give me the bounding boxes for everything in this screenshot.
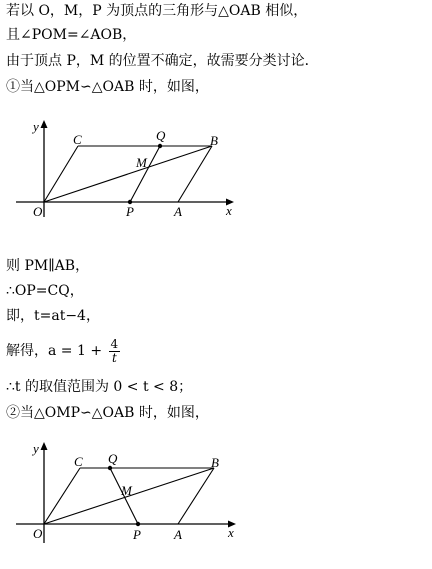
label-y: y [33,441,39,456]
fraction-4-over-t [109,338,121,365]
text-line-2: 且∠POM=∠AOB， [6,27,137,43]
label-c: C [73,132,82,147]
point-p [136,522,140,526]
label-b: B [211,455,219,470]
text-line-5: 则 PM∥AB， [6,258,90,274]
segment-oc [44,468,80,524]
label-p: P [133,527,141,542]
figure-1-diagram [0,115,260,220]
label-a: A [174,527,182,542]
label-m: M [136,155,147,170]
segment-ba [178,146,212,202]
fraction-numerator: 4 [110,336,119,351]
label-p: P [126,204,134,219]
label-q: Q [156,128,166,143]
text-line-10: ②当△OMP∽△OAB 时，如图， [6,405,209,421]
text-line-8 [6,334,122,368]
solve-prefix: 解得，a = 1 + [6,343,103,359]
fraction-denominator: t [111,350,117,365]
label-m: M [121,483,132,498]
text-line-9: ∴t 的取值范围为 0 < t < 8； [6,379,193,395]
point-q [108,466,112,470]
text-line-7: 即，t=at−4， [6,308,100,324]
label-o: O [33,526,43,541]
label-x: x [228,525,234,540]
segment-oc [44,146,78,202]
label-x: x [226,203,232,218]
figure-2-diagram [0,437,260,549]
label-b: B [210,133,218,148]
label-a: A [174,204,182,219]
text-line-1: 若以 O，M，P 为顶点的三角形与△OAB 相似， [6,3,308,19]
text-line-3: 由于顶点 P，M 的位置不确定，故需要分类讨论． [6,53,319,69]
point-q [158,144,162,148]
y-axis-arrow-icon [41,120,48,128]
label-c: C [74,454,83,469]
label-q: Q [108,451,118,466]
segment-ba [178,468,214,524]
segment-ob [44,146,212,202]
y-axis-arrow-icon [41,442,48,450]
text-line-4: ①当△OPM∽△OAB 时，如图， [6,79,209,95]
label-y: y [33,119,39,134]
label-o: O [33,204,43,219]
text-line-6: ∴OP=CQ， [6,283,84,299]
